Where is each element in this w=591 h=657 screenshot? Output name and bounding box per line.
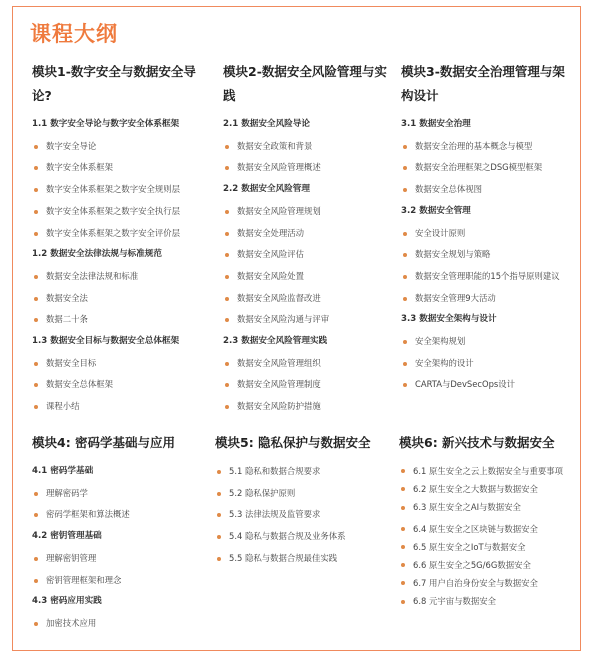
list-item <box>215 483 395 505</box>
list-item-label: 数据安全目标 <box>46 357 97 368</box>
list-item-label: 密码学框架和算法概述 <box>46 509 130 520</box>
bullet-icon <box>34 210 38 214</box>
module-heading: 模块5: 隐私保护与数据安全 <box>215 435 371 450</box>
bullet-icon <box>225 253 229 257</box>
list-item <box>401 157 571 179</box>
list-item <box>399 591 574 613</box>
list-item-label: 5.1 隐私和数据合规要求 <box>229 466 321 476</box>
list-item-label: 数字安全体系框架 <box>46 162 113 173</box>
list-item <box>223 244 395 266</box>
bullet-icon <box>34 145 38 149</box>
bullet-icon <box>217 557 221 561</box>
list-item <box>401 223 571 245</box>
bullet-icon <box>403 297 407 301</box>
list-item-label: 数据二十条 <box>46 314 88 325</box>
list-item-label: 数据安全风险处置 <box>237 270 304 281</box>
module-heading: 模块2-数据安全风险管理与实践 <box>223 64 387 103</box>
list-item <box>32 223 210 245</box>
list-item-label: 5.4 隐私与数据合规及业务体系 <box>229 531 346 542</box>
list-item <box>399 479 574 497</box>
list-item-label: 6.2 原生安全之大数据与数据安全 <box>413 484 538 494</box>
bullet-icon <box>225 275 229 279</box>
list-item-label: 课程小结 <box>46 401 80 412</box>
list-item <box>223 353 395 375</box>
list-item-label: 数据安全治理框架之DSG模型框架 <box>415 162 543 173</box>
list-item-label: 6.6 原生安全之5G/6G数据安全 <box>413 559 531 570</box>
list-item <box>399 555 574 573</box>
bullet-icon <box>34 405 38 409</box>
section-heading: 1.1 数字安全导论与数字安全体系框架 <box>32 119 180 129</box>
list-item-label: 数据安全管理9大活动 <box>415 292 496 303</box>
list-item <box>32 136 210 158</box>
module-3 <box>401 60 571 396</box>
list-item <box>399 519 574 537</box>
bullet-icon <box>401 563 405 567</box>
module-heading: 模块1-数字安全与数据安全导论? <box>32 64 196 103</box>
module-2 <box>223 60 395 418</box>
bullet-icon <box>225 405 229 409</box>
bullet-icon <box>401 506 405 510</box>
bullet-icon <box>34 579 38 583</box>
list-item <box>32 613 210 635</box>
bullet-icon <box>403 362 407 366</box>
module-heading: 模块6: 新兴技术与数据安全 <box>399 435 555 450</box>
list-item <box>32 396 210 418</box>
bullet-icon <box>34 383 38 387</box>
page-title: 课程大纲 <box>30 22 118 46</box>
list-item-label: 数据安全处理活动 <box>237 227 304 238</box>
bullet-icon <box>403 145 407 149</box>
list-item-label: 安全架构规划 <box>415 336 466 347</box>
list-item <box>223 201 395 223</box>
list-item-label: 6.1 原生安全之云上数据安全与重要事项 <box>413 466 563 476</box>
list-item-label: 数据安全法律法规和标准 <box>46 270 139 281</box>
bullet-icon <box>34 166 38 170</box>
bullet-icon <box>225 145 229 149</box>
list-item-label: 数据安全风险管理组织 <box>237 357 321 368</box>
list-item <box>32 504 210 526</box>
list-item <box>223 266 395 288</box>
list-item-label: 6.8 元宇宙与数据安全 <box>413 595 496 606</box>
list-item <box>32 179 210 201</box>
list-item-label: 安全设计原则 <box>415 227 466 238</box>
list-item <box>401 179 571 201</box>
list-item-label: 数据安全管理职能的15个指导原则建议 <box>415 270 560 281</box>
list-item <box>223 309 395 331</box>
list-item-label: 数字安全体系框架之数字安全评价层 <box>46 227 180 238</box>
bullet-icon <box>217 492 221 496</box>
bullet-icon <box>401 600 405 604</box>
list-item <box>32 288 210 310</box>
list-item-label: 6.7 用户自治身份安全与数据安全 <box>413 577 538 588</box>
module-1 <box>32 60 210 418</box>
bullet-icon <box>34 275 38 279</box>
list-item <box>32 157 210 179</box>
list-item-label: 数据安全风险评估 <box>237 249 304 260</box>
bullet-icon <box>34 513 38 517</box>
list-item <box>401 331 571 353</box>
list-item <box>399 537 574 555</box>
module-6 <box>399 431 574 612</box>
list-item-label: 数据安全治理的基本概念与模型 <box>415 140 533 151</box>
list-item-label: 安全架构的设计 <box>415 357 474 368</box>
list-item <box>399 573 574 591</box>
list-item-label: 6.4 原生安全之区块链与数据安全 <box>413 523 538 534</box>
bullet-icon <box>403 383 407 387</box>
list-item-label: 数据安全法 <box>46 292 88 303</box>
section-heading: 4.1 密码学基础 <box>32 466 94 476</box>
list-item <box>32 570 210 592</box>
list-item <box>215 526 395 548</box>
bullet-icon <box>34 188 38 192</box>
module-heading: 模块3-数据安全治理管理与架构设计 <box>401 64 565 103</box>
bullet-icon <box>403 232 407 236</box>
section-heading: 2.2 数据安全风险管理 <box>223 184 310 195</box>
bullet-icon <box>34 557 38 561</box>
list-item <box>215 461 395 483</box>
bullet-icon <box>225 210 229 214</box>
list-item-label: 数据安全总体视图 <box>415 184 482 195</box>
list-item-label: 数据安全风险管理规划 <box>237 205 321 216</box>
bullet-icon <box>34 492 38 496</box>
bullet-icon <box>34 362 38 366</box>
list-item-label: 6.3 原生安全之AI与数据安全 <box>413 502 521 512</box>
bullet-icon <box>34 318 38 322</box>
list-item <box>401 244 571 266</box>
section-heading: 1.3 数据安全目标与数据安全总体框架 <box>32 336 180 347</box>
section-heading: 2.3 数据安全风险管理实践 <box>223 336 328 347</box>
bullet-icon <box>225 318 229 322</box>
list-item <box>32 266 210 288</box>
list-item <box>215 548 395 570</box>
bullet-icon <box>34 297 38 301</box>
bullet-icon <box>217 470 221 474</box>
bullet-icon <box>403 340 407 344</box>
section-heading: 3.1 数据安全治理 <box>401 119 471 129</box>
list-item <box>32 353 210 375</box>
list-item-label: 加密技术应用 <box>46 617 97 628</box>
list-item-label: 数字安全导论 <box>46 140 97 151</box>
list-item-label: 数字安全体系框架之数字安全规则层 <box>46 184 180 195</box>
bullet-icon <box>34 232 38 236</box>
bullet-icon <box>401 469 405 473</box>
list-item <box>401 136 571 158</box>
section-heading: 2.1 数据安全风险导论 <box>223 119 310 129</box>
section-heading: 1.2 数据安全法律法规与标准规范 <box>32 249 162 260</box>
list-item-label: 理解密钥管理 <box>46 552 97 563</box>
list-item-label: CARTA与DevSecOps设计 <box>415 379 516 390</box>
module-heading: 模块4: 密码学基础与应用 <box>32 435 176 450</box>
list-item-label: 密钥管理框架和理念 <box>46 574 122 585</box>
list-item <box>399 497 574 519</box>
list-item <box>223 288 395 310</box>
list-item <box>223 157 395 179</box>
bullet-icon <box>401 581 405 585</box>
section-heading: 3.2 数据安全管理 <box>401 205 471 216</box>
bullet-icon <box>225 362 229 366</box>
list-item <box>32 483 210 505</box>
list-item-label: 数据安全风险监督改进 <box>237 292 321 303</box>
bullet-icon <box>217 513 221 517</box>
list-item-label: 理解密码学 <box>46 487 88 498</box>
list-item-label: 数据安全风险防护措施 <box>237 401 321 412</box>
list-item-label: 数据安全政策和背景 <box>237 140 313 151</box>
list-item <box>32 309 210 331</box>
list-item <box>32 548 210 570</box>
bullet-icon <box>217 535 221 539</box>
list-item <box>223 374 395 396</box>
list-item-label: 5.3 法律法规及监管要求 <box>229 509 321 520</box>
module-5 <box>215 431 395 570</box>
list-item <box>215 504 395 526</box>
list-item-label: 6.5 原生安全之IoT与数据安全 <box>413 541 526 552</box>
list-item-label: 数据安全风险沟通与评审 <box>237 314 330 325</box>
bullet-icon <box>401 527 405 531</box>
bullet-icon <box>403 166 407 170</box>
section-heading: 4.3 密码应用实践 <box>32 596 102 607</box>
module-4 <box>32 431 210 635</box>
list-item-label: 数据安全风险管理概述 <box>237 162 321 173</box>
bullet-icon <box>403 275 407 279</box>
bullet-icon <box>34 622 38 626</box>
bullet-icon <box>225 297 229 301</box>
section-heading: 4.2 密钥管理基础 <box>32 531 102 542</box>
list-item <box>401 353 571 375</box>
bullet-icon <box>401 487 405 491</box>
list-item <box>401 374 571 396</box>
bullet-icon <box>225 232 229 236</box>
list-item <box>401 266 571 288</box>
list-item <box>401 288 571 310</box>
bullet-icon <box>225 383 229 387</box>
bullet-icon <box>403 253 407 257</box>
bullet-icon <box>401 545 405 549</box>
list-item-label: 数据安全风险管理制度 <box>237 379 321 390</box>
list-item-label: 5.5 隐私与数据合规最佳实践 <box>229 552 338 563</box>
list-item-label: 5.2 隐私保护原则 <box>229 487 296 498</box>
list-item-label: 数字安全体系框架之数字安全执行层 <box>46 205 180 216</box>
bullet-icon <box>403 188 407 192</box>
section-heading: 3.3 数据安全架构与设计 <box>401 314 497 325</box>
list-item <box>32 201 210 223</box>
bullet-icon <box>225 166 229 170</box>
list-item <box>223 396 395 418</box>
list-item-label: 数据安全总体框架 <box>46 379 113 390</box>
list-item-label: 数据安全规划与策略 <box>415 249 491 260</box>
list-item <box>223 136 395 158</box>
list-item <box>32 374 210 396</box>
list-item <box>223 223 395 245</box>
list-item <box>399 461 574 479</box>
